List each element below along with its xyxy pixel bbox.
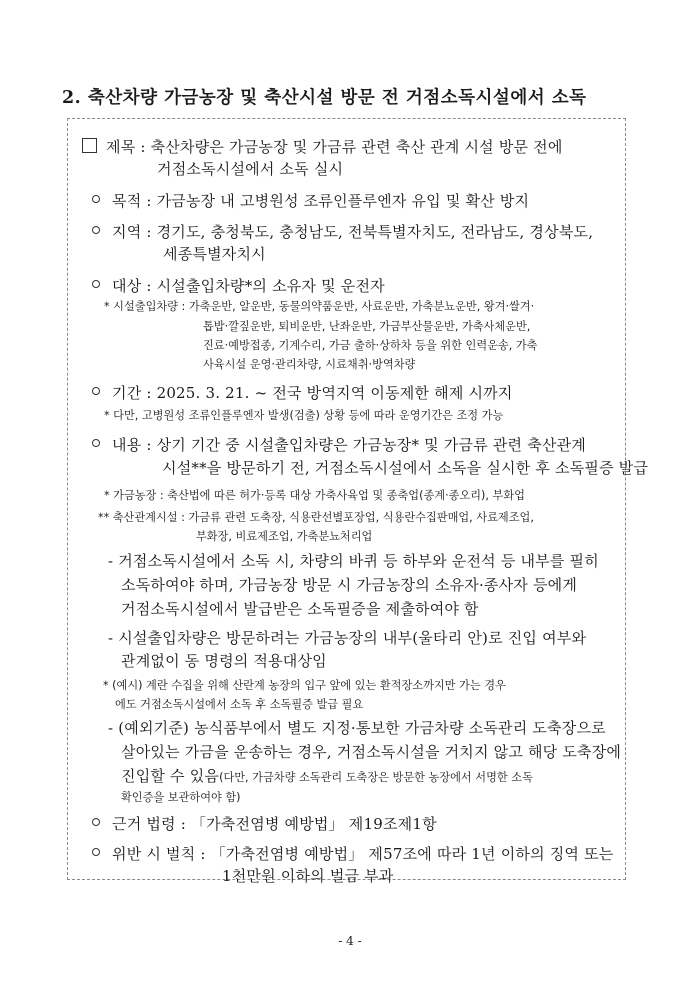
dash1-line2: 소독하여야 하며, 가금농장 방문 시 가금농장의 소유자·종사자 등에게 [121, 576, 578, 594]
target-note-line3: 진료·예방접종, 기계수리, 가금 출하·상하차 등을 위한 인력운송, 가축 [203, 339, 538, 352]
region-line2: 세종특별자치시 [163, 245, 266, 263]
farm-note: * 가금농장 : 축산법에 따른 허가·등록 대상 가축사육업 및 종축업(종계·종오리), 부화업 [104, 489, 525, 502]
dash3-line4: 확인증을 보관하여야 함) [121, 791, 241, 804]
purpose-row: 목적 : 가금농장 내 고병원성 조류인플루엔자 유입 및 확산 방지 [92, 190, 529, 211]
target-note-line2: 톱밥·깔짚운반, 퇴비운반, 난좌운반, 가금부산물운반, 가축사체운반, [203, 320, 531, 333]
target-note-line1: * 시설출입차량 : 가축운반, 알운반, 동물의약품운반, 사료운반, 가축분뇨운반, 왕겨·쌀겨· [104, 300, 535, 313]
content-row: 내용 : 상기 기간 중 시설출입차량은 가금농장* 및 가금류 관련 축산관계 [92, 434, 586, 455]
content-line2: 시설**을 방문하기 전, 거점소독시설에서 소독을 실시한 후 소독필증 발급 [162, 459, 649, 477]
title-text-line1: 축산차량은 가금농장 및 가금류 관련 축산 관계 시설 방문 전에 [150, 138, 563, 156]
example-note-line1: * (예시) 계란 수집을 위해 산란계 농장의 입구 앞에 있는 환적장소까지만 가는 경우 [103, 679, 506, 692]
facility-note-line2: 부화장, 비료제조업, 가축분뇨처리업 [196, 530, 373, 543]
title-label: 제목 : [106, 138, 146, 156]
target-note-line4: 사육시설 운영·관리차량, 시료채취·방역차량 [203, 358, 416, 371]
region-row: 지역 : 경기도, 충청북도, 충청남도, 전북특별자치도, 전라남도, 경상북도, [92, 221, 593, 242]
dash2-line1: - 시설출입차량은 방문하려는 가금농장의 내부(울타리 안)로 진입 여부와 [108, 629, 587, 647]
bullet-circle-icon [92, 818, 100, 826]
facility-note-line1: ** 축산관계시설 : 가금류 관련 도축장, 식용란선별포장업, 식용란수집판매업, 사료제조업, [98, 511, 534, 524]
bullet-circle-icon [92, 439, 100, 447]
period-note: * 다만, 고병원성 조류인플루엔자 발생(검출) 상황 등에 따라 운영기간은 조정 가능 [104, 409, 504, 422]
dash3-line2: 살아있는 가금을 운송하는 경우, 거점소독시설을 거치지 않고 해당 도축장에 [121, 743, 622, 761]
dash1-line1: - 거점소독시설에서 소독 시, 차량의 바퀴 등 하부와 운전석 등 내부를 필히 [108, 552, 599, 570]
target-row: 대상 : 시설출입차량*의 소유자 및 운전자 [92, 275, 385, 296]
bullet-circle-icon [92, 387, 100, 395]
dash3-line3: 진입할 수 있음(다만, 가금차량 소독관리 도축장은 방문한 농장에서 서명한 소독 [121, 767, 533, 785]
penalty-row: 위반 시 벌칙 : 「가축전염병 예방법」 제57조에 따라 1년 이하의 징역 또는 [92, 843, 613, 864]
bullet-circle-icon [92, 848, 100, 856]
section-heading: 2. 축산차량 가금농장 및 축산시설 방문 전 거점소독시설에서 소독 [62, 88, 587, 108]
bullet-circle-icon [92, 226, 100, 234]
dash1-line3: 거점소독시설에서 발급받은 소독필증을 제출하여야 함 [121, 600, 479, 618]
dash3-line1: - (예외기준) 농식품부에서 별도 지정·통보한 가금차량 소독관리 도축장으로 [108, 719, 606, 737]
page-number: - 4 - [338, 934, 362, 948]
title-row [82, 136, 563, 157]
period-row: 기간 : 2025. 3. 21. ~ 전국 방역지역 이동제한 해제 시까지 [92, 382, 513, 403]
title-text-line2: 거점소독시설에서 소독 실시 [157, 160, 344, 178]
checkbox-square-icon [82, 138, 97, 153]
penalty-line2: 1천만원 이하의 벌금 부과 [222, 867, 394, 885]
dash2-line2: 관계없이 동 명령의 적용대상임 [121, 652, 327, 670]
example-note-line2: 에도 거점소독시설에서 소독 후 소독필증 발급 필요 [115, 698, 364, 711]
bullet-circle-icon [92, 195, 100, 203]
bullet-circle-icon [92, 280, 100, 288]
legal-basis-row: 근거 법령 : 「가축전염병 예방법」 제19조제1항 [92, 813, 437, 834]
